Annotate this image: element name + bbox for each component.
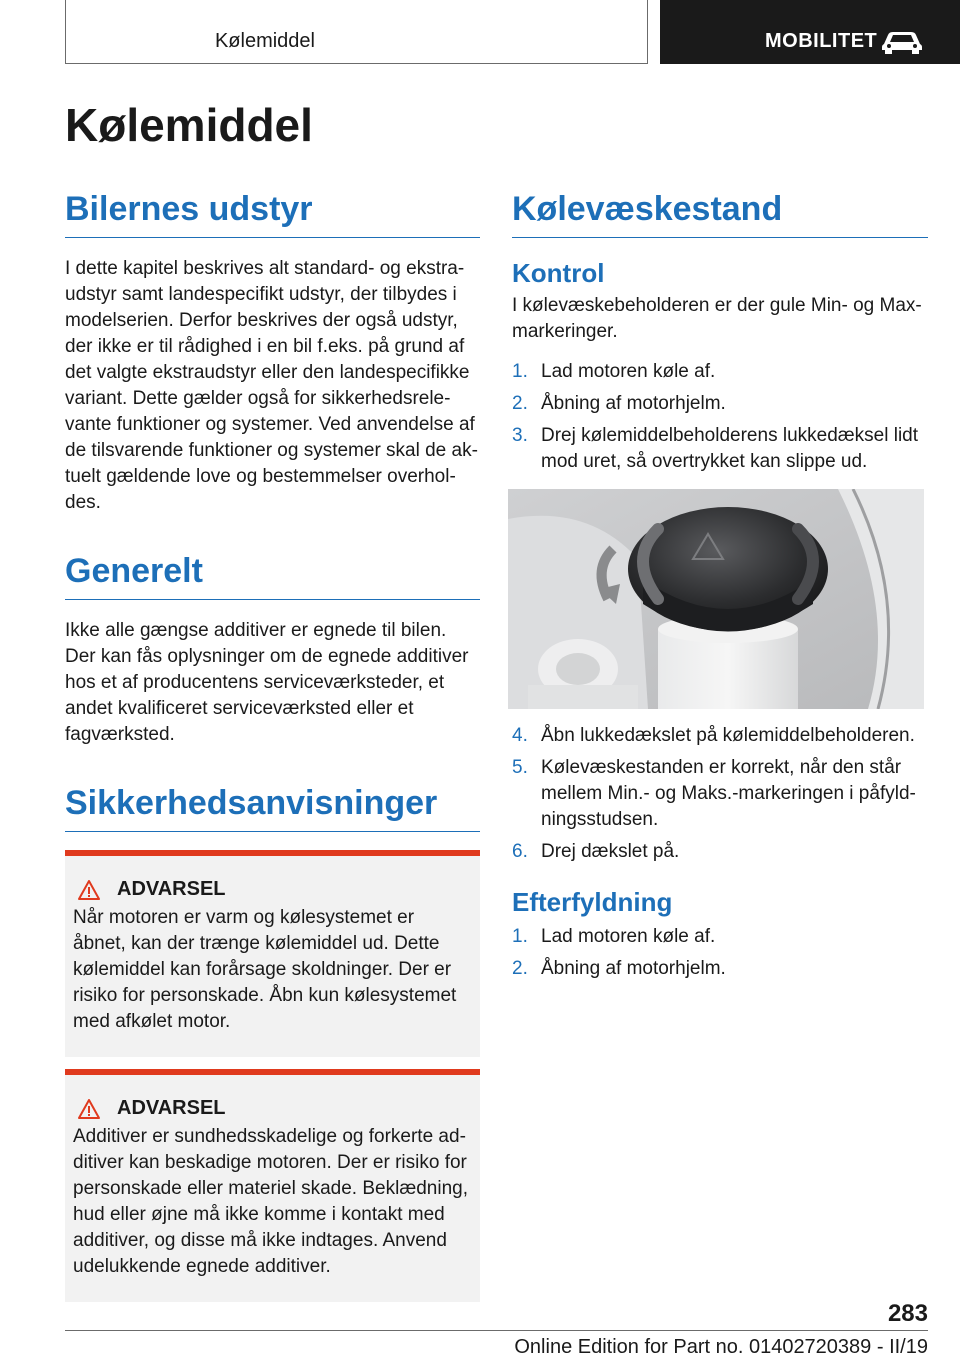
warning-box-additives xyxy=(65,1069,480,1302)
refill-steps-list xyxy=(512,924,928,982)
subheading-refill: Efterfyldning xyxy=(512,887,673,918)
general-paragraph: Ikke alle gængse additiver er egnede til bilen. Der kan fås oplysninger om de egnede additiver hos et af producentens serviceværksteder, et andet kvalificeret serviceværksted eller et fagværksted. xyxy=(65,620,469,746)
step-text: Åbning af motorhjelm. xyxy=(541,393,726,415)
equipment-paragraph: I dette kapitel beskrives alt standard- og ekstraudstyr samt landespecifikt udstyr, der tilbydes i modelserien. Derfor beskrives der også udstyr, der ikke er til rådighed i en bil f.eks. på grund af det valgte ekstraudstyr eller den landespecifikke variant. Dette gælder også for sikkerhedsrelevante funktioner og systemer. Ved anvendelse af de tilsvarende funktioner og systemer skal de aktuelt gældende love og bestemmelser overholdes. xyxy=(65,258,478,514)
step-text: Drej dækslet på. xyxy=(541,841,680,863)
edition-note: Online Edition for Part no. 01402720389 - II/19 xyxy=(514,1336,928,1358)
check-steps-list xyxy=(512,359,928,475)
step-text: Lad motoren køle af. xyxy=(541,926,716,948)
warning-text: Additiver er sundhedsskadelige og forkerte additiver kan beskadige motoren. Der er risiko for personskade eller materiel skade. Beklædning, hud eller øjne må ikke komme i kontakt med additiver, og disse må ikke indtages. Anvend udelukkende egnede additiver. xyxy=(73,1126,468,1278)
header-section-label: MOBILITET xyxy=(765,30,878,52)
subheading-check: Kontrol xyxy=(512,258,605,289)
right-column xyxy=(512,190,928,988)
warning-title: ADVARSEL xyxy=(117,1097,226,1120)
list-item xyxy=(512,755,928,833)
step-text: Åbning af motorhjelm. xyxy=(541,958,726,980)
step-number: 4. xyxy=(512,725,528,747)
step-number: 1. xyxy=(512,361,528,383)
step-text: Drej kølemiddelbeholderens lukkedæksel lidt mod uret, så overtrykket kan slippe ud. xyxy=(541,425,919,473)
list-item xyxy=(512,924,928,950)
section-heading-coolant-level: Kølevæskestand xyxy=(512,190,928,238)
list-item xyxy=(512,391,928,417)
step-number: 3. xyxy=(512,425,528,447)
page-number: 283 xyxy=(887,1300,928,1327)
list-item xyxy=(512,359,928,385)
page-title: Kølemiddel xyxy=(65,99,313,151)
section-heading-safety: Sikkerhedsanvisninger xyxy=(65,784,480,832)
warning-title: ADVARSEL xyxy=(117,878,226,901)
list-item xyxy=(512,839,928,865)
warning-text: Når motoren er varm og kølesystemet er åbnet, kan der trænge kølemiddel ud. Dette kølemiddel kan forårsage skoldninger. Der er risiko for personskade. Åbn kun kølesystemet med afkølet motor. xyxy=(73,907,457,1033)
footer-divider xyxy=(65,1330,928,1331)
step-number: 2. xyxy=(512,958,528,980)
step-number: 2. xyxy=(512,393,528,415)
list-item xyxy=(512,723,928,749)
step-text: Åbn lukkedækslet på kølemiddelbeholderen. xyxy=(541,725,915,747)
warning-box-hot-engine xyxy=(65,850,480,1057)
section-heading-equipment: Bilernes udstyr xyxy=(65,190,480,238)
coolant-cap-photo xyxy=(508,489,924,709)
step-text: Lad motoren køle af. xyxy=(541,361,716,383)
check-paragraph: I kølevæskebeholderen er der gule Min- og Max-markeringer. xyxy=(512,295,922,343)
header-chapter-title: Kølemiddel xyxy=(214,30,315,52)
header-frame xyxy=(65,0,648,64)
car-icon xyxy=(880,28,924,54)
step-number: 5. xyxy=(512,757,528,779)
warning-triangle-icon xyxy=(77,879,101,901)
step-number: 6. xyxy=(512,841,528,863)
step-number: 1. xyxy=(512,926,528,948)
section-heading-general: Generelt xyxy=(65,552,480,600)
list-item xyxy=(512,423,928,475)
step-text: Kølevæskestanden er korrekt, når den står mellem Min.- og Maks.-markeringen i påfyldningsstudsen. xyxy=(541,757,916,831)
list-item xyxy=(512,956,928,982)
check-steps-list-continued xyxy=(512,723,928,865)
warning-triangle-icon xyxy=(77,1098,101,1120)
left-column xyxy=(65,190,480,1302)
